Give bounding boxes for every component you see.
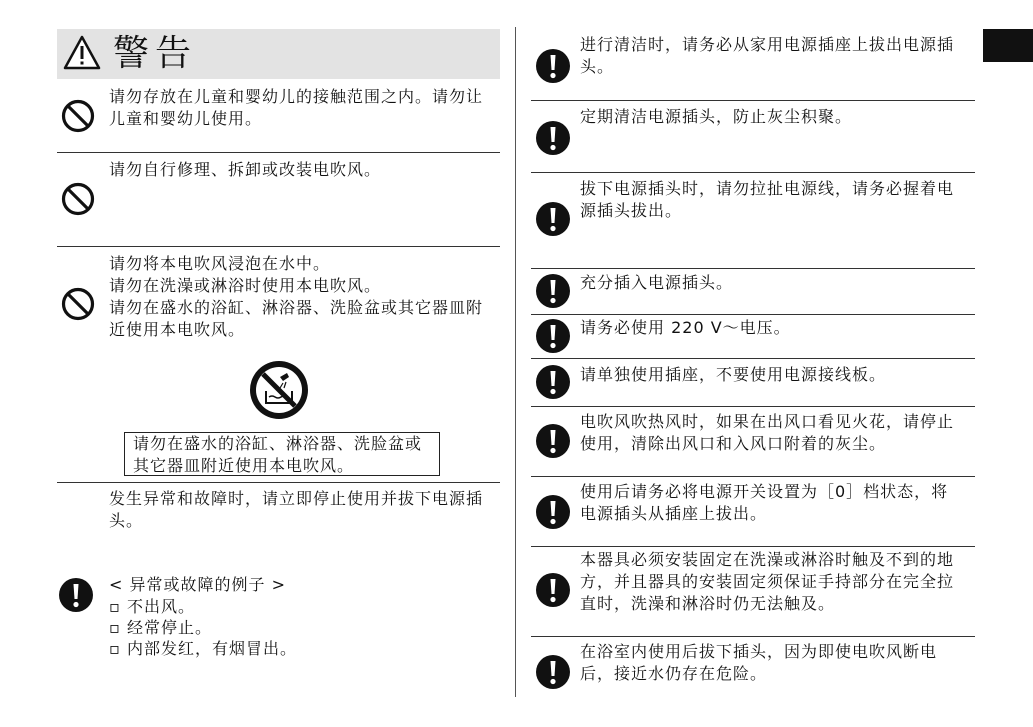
- no-bath-icon: [250, 361, 308, 419]
- left-item-text: 发生异常和故障时，请立即停止使用并拔下电源插头。: [109, 489, 484, 530]
- divider: [531, 314, 975, 315]
- examples-list: [109, 596, 493, 659]
- mandatory-icon: [535, 318, 571, 354]
- left-item-line: 请勿在洗澡或淋浴时使用本电吹风。: [109, 276, 382, 295]
- right-item-text: 使用后请务必将电源开关设置为［0］档状态，将电源插头从插座上拔出。: [580, 482, 949, 523]
- left-item-text: 请勿存放在儿童和婴幼儿的接触范围之内。请勿让儿童和婴幼儿使用。: [109, 87, 484, 128]
- divider: [531, 268, 975, 269]
- mandatory-icon: [535, 48, 571, 84]
- warning-triangle-icon: [62, 33, 102, 73]
- right-item-text: 请务必使用 220 V～电压。: [580, 318, 791, 337]
- column-divider: [515, 27, 516, 697]
- divider: [531, 476, 975, 477]
- page-side-tab: [983, 29, 1033, 62]
- left-item-line: 请勿在盛水的浴缸、淋浴器、洗脸盆或其它器皿附近使用本电吹风。: [109, 298, 484, 339]
- mandatory-icon: [535, 654, 571, 690]
- examples-title: < 异常或故障的例子 >: [109, 575, 286, 594]
- warning-title: 警告: [113, 33, 198, 74]
- divider: [531, 358, 975, 359]
- divider: [57, 482, 500, 483]
- divider: [531, 546, 975, 547]
- right-item-text: 本器具必须安装固定在洗澡或淋浴时触及不到的地方，并且器具的安装固定须保证手持部分在完全拉直时，洗澡和淋浴时仍无法触及。: [580, 550, 955, 613]
- list-item: ▫ 不出风。: [109, 596, 493, 617]
- left-item-line: 请勿将本电吹风浸泡在水中。: [109, 254, 331, 273]
- left-item-text: 请勿自行修理、拆卸或改装电吹风。: [109, 160, 382, 179]
- right-item-text: 在浴室内使用后拔下插头，因为即使电吹风断电后，接近水仍存在危险。: [580, 642, 938, 683]
- mandatory-icon: [58, 577, 94, 613]
- list-item: ▫ 内部发红，有烟冒出。: [109, 638, 493, 659]
- divider: [531, 100, 975, 101]
- illustration-caption-box: [124, 432, 440, 476]
- prohibited-icon: [60, 181, 96, 217]
- divider: [531, 406, 975, 407]
- mandatory-icon: [535, 364, 571, 400]
- divider: [57, 152, 500, 153]
- right-item-text: 进行清洁时，请务必从家用电源插座上拔出电源插头。: [580, 35, 955, 76]
- mandatory-icon: [535, 120, 571, 156]
- mandatory-icon: [535, 572, 571, 608]
- mandatory-icon: [535, 494, 571, 530]
- divider: [531, 636, 975, 637]
- right-item-text: 拔下电源插头时，请勿拉扯电源线，请务必握着电源插头拔出。: [580, 179, 955, 220]
- right-item-text: 充分插入电源插头。: [580, 273, 734, 292]
- divider: [57, 246, 500, 247]
- illustration-caption: 请勿在盛水的浴缸、淋浴器、洗脸盆或其它器皿附近使用本电吹风。: [133, 434, 423, 475]
- right-item-text: 请单独使用插座，不要使用电源接线板。: [580, 365, 887, 384]
- right-item-text: 定期清洁电源插头，防止灰尘积聚。: [580, 107, 853, 126]
- list-item: ▫ 经常停止。: [109, 617, 493, 638]
- right-item-text: 电吹风吹热风时，如果在出风口看见火花，请停止使用，清除出风口和入风口附着的灰尘。: [580, 412, 955, 453]
- prohibited-icon: [60, 286, 96, 322]
- mandatory-icon: [535, 201, 571, 237]
- prohibited-icon: [60, 98, 96, 134]
- mandatory-icon: [535, 273, 571, 309]
- divider: [531, 172, 975, 173]
- mandatory-icon: [535, 423, 571, 459]
